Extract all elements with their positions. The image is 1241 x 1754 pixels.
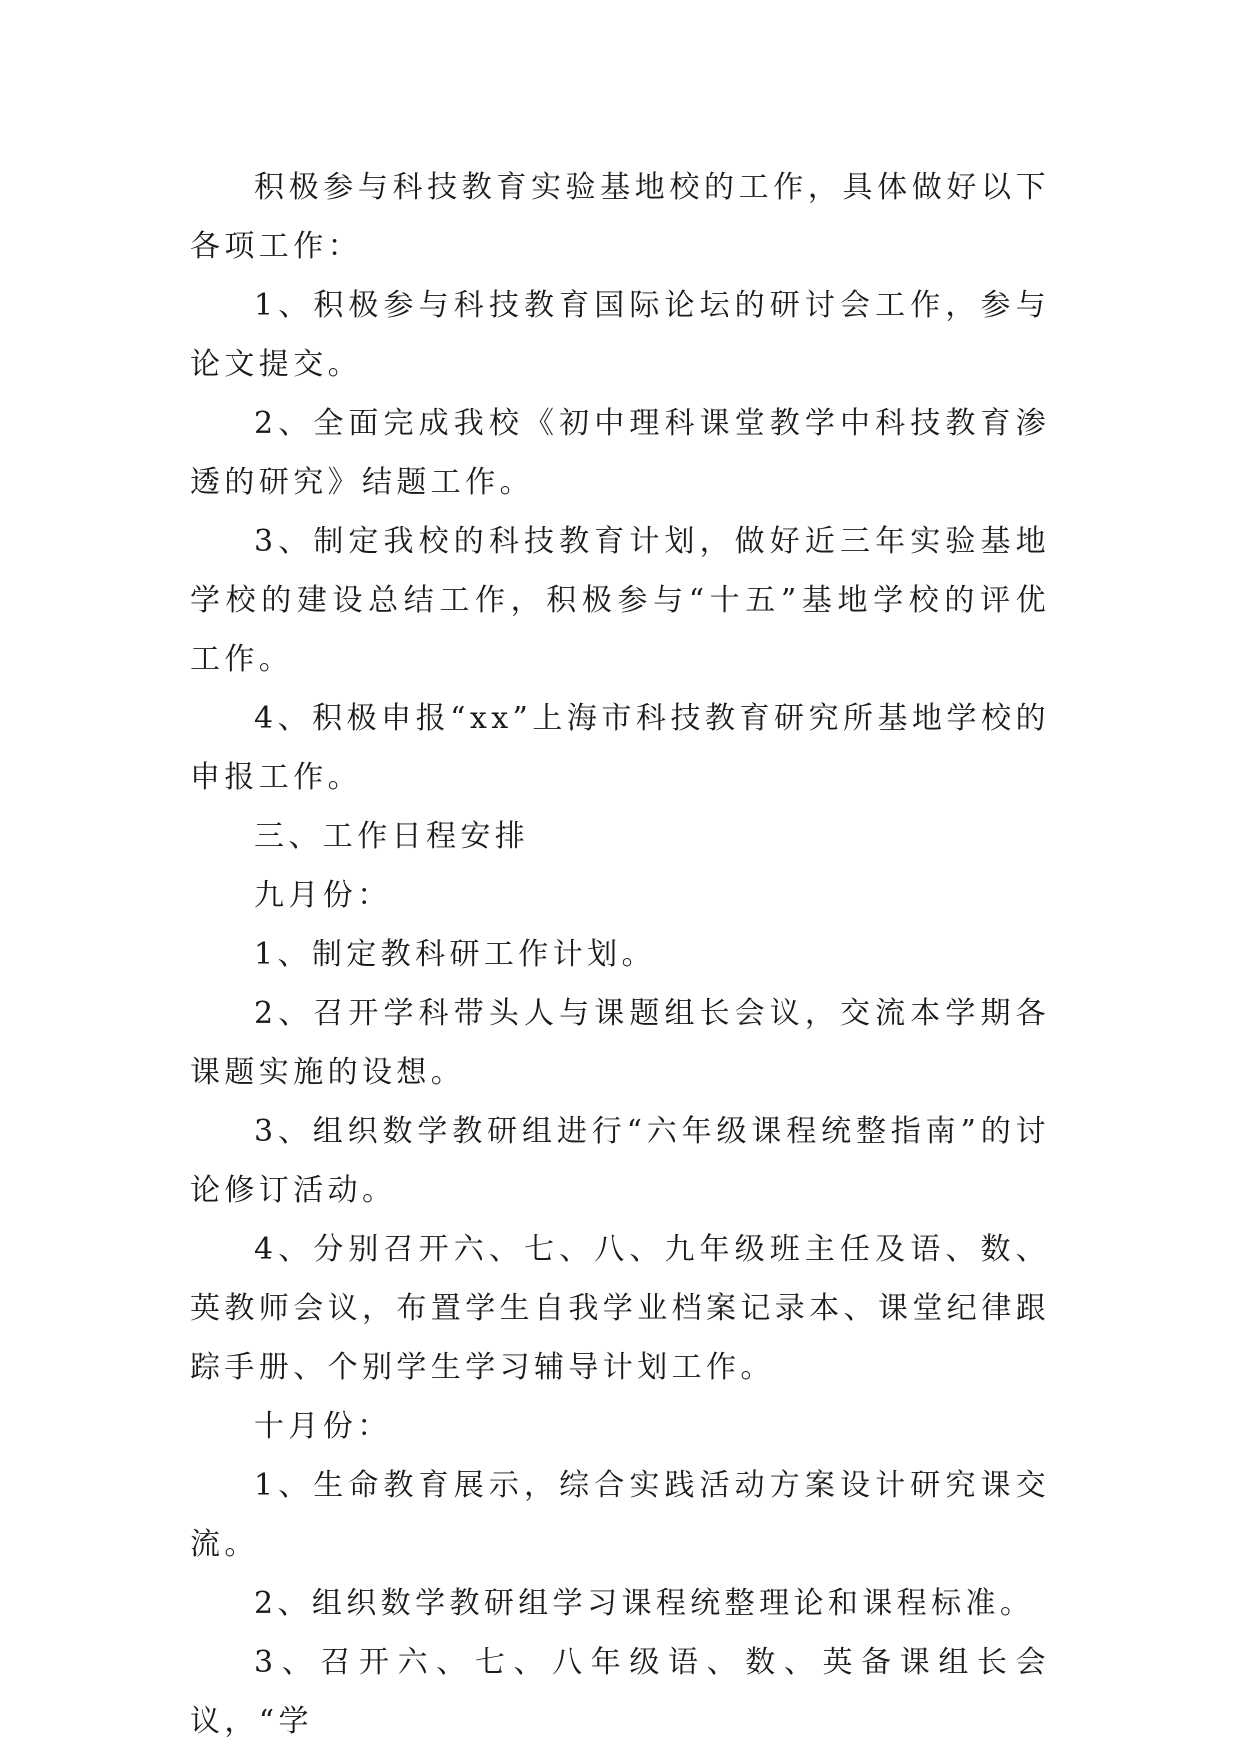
october-item-2: 2、组织数学教研组学习课程统整理论和课程标准。 (254, 1586, 1035, 1621)
september-item-1: 1、制定教科研工作计划。 (254, 937, 656, 972)
month-heading-september: 九月份： (254, 878, 392, 913)
document-body (190, 158, 1050, 1751)
paragraph-item-4: 4、积极申报“xx”上海市科技教育研究所基地学校的申报工作。 (190, 701, 1050, 795)
september-item-4: 4、分别召开六、七、八、九年级班主任及语、数、英教师会议，布置学生自我学业档案记录本、课堂纪律跟踪手册、个别学生学习辅导计划工作。 (190, 1232, 1050, 1385)
paragraph-item-1: 1、积极参与科技教育国际论坛的研讨会工作，参与论文提交。 (190, 288, 1050, 382)
section-heading-schedule: 三、工作日程安排 (254, 819, 530, 854)
october-item-3: 3、召开六、七、八年级语、数、英备课组长会议，“学 (190, 1645, 1050, 1739)
paragraph-intro: 积极参与科技教育实验基地校的工作，具体做好以下各项工作： (190, 170, 1050, 264)
month-heading-october: 十月份： (254, 1409, 392, 1444)
paragraph-item-2: 2、全面完成我校《初中理科课堂教学中科技教育渗透的研究》结题工作。 (190, 406, 1050, 500)
september-item-3: 3、组织数学教研组进行“六年级课程统整指南”的讨论修订活动。 (190, 1114, 1050, 1208)
september-item-2: 2、召开学科带头人与课题组长会议，交流本学期各课题实施的设想。 (190, 996, 1050, 1090)
paragraph-item-3: 3、制定我校的科技教育计划，做好近三年实验基地学校的建设总结工作，积极参与“十五”基地学校的评优工作。 (190, 524, 1050, 677)
october-item-1: 1、生命教育展示，综合实践活动方案设计研究课交流。 (190, 1468, 1050, 1562)
